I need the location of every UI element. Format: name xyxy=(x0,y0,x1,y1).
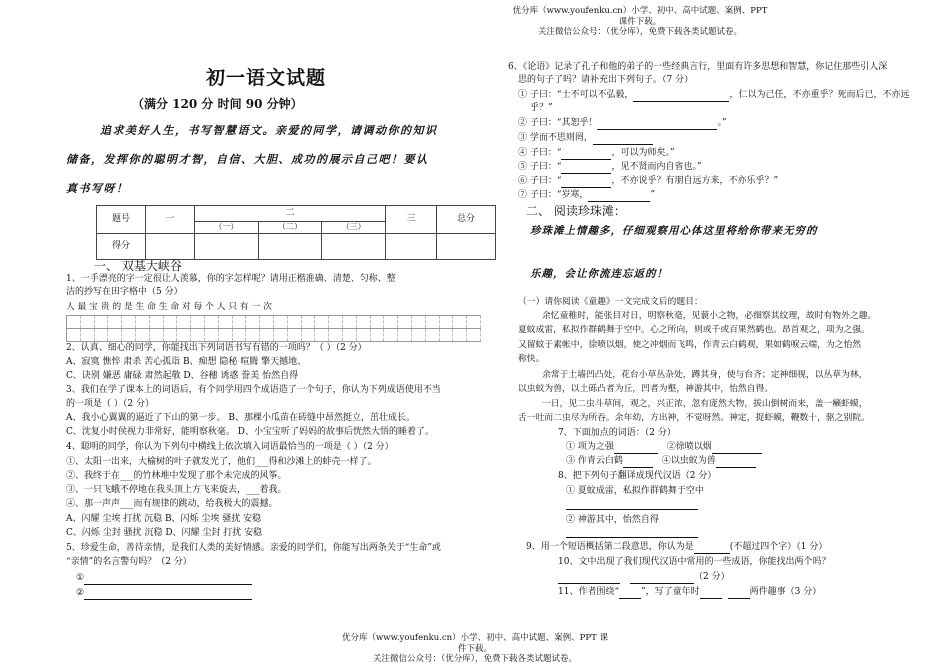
tianzige-cell[interactable] xyxy=(343,316,357,328)
tianzige-cell[interactable] xyxy=(177,329,191,341)
q6-item-5[interactable] xyxy=(518,162,702,174)
score-cell[interactable] xyxy=(322,234,386,260)
tianzige-cell[interactable] xyxy=(219,316,233,328)
tianzige-cell[interactable] xyxy=(95,329,109,341)
passage-p1-4: 称快。 xyxy=(518,354,545,364)
tianzige-cell[interactable] xyxy=(371,329,385,341)
q2-text: 2、认真、细心的同学，你能找出下列词语书写有错的一项吗？（ ）（2 分） xyxy=(66,343,367,353)
q8-answer-1-line[interactable] xyxy=(566,509,698,510)
q6-item-4[interactable] xyxy=(518,148,675,160)
page-title: 初一语文试题 xyxy=(206,67,327,89)
tianzige-cell[interactable] xyxy=(260,329,274,341)
tianzige-cell[interactable] xyxy=(440,329,454,341)
passage-p1-1: 余忆童稚时，能张目对日，明察秋毫，见藐小之物，必细察其纹理，故时有物外之趣。 xyxy=(542,311,877,321)
tianzige-cell[interactable] xyxy=(246,316,260,328)
tianzige-cell[interactable] xyxy=(384,329,398,341)
intro-line-3: 真书写呀！ xyxy=(66,182,129,195)
tianzige-cell[interactable] xyxy=(453,329,467,341)
tianzige-cell[interactable] xyxy=(343,329,357,341)
tianzige-cell[interactable] xyxy=(288,316,302,328)
header-line-1: 优分库（www.youfenku.cn）小学、初中、高中试题、案例、PPT 课件下载。 xyxy=(512,6,768,27)
q4-options-ab: A、闪耀 尘埃 打扰 沉稳 B、闪烁 尘埃 骚扰 安稳 xyxy=(66,514,262,524)
tianzige-cell[interactable] xyxy=(246,329,260,341)
q8-sentence-1: ① 夏蚊成雷，私拟作群鹤舞于空中 xyxy=(566,486,704,496)
q2-options-cd: C、诀别 嫌恶 庸碌 肃然起敬 D、谷穗 诱惑 誊美 怡然自得 xyxy=(66,371,299,381)
score-row-label: 得分 xyxy=(97,234,146,260)
tianzige-cell[interactable] xyxy=(274,329,288,341)
q6-item-7-b: ” xyxy=(650,190,656,200)
tianzige-cell[interactable] xyxy=(177,316,191,328)
q7-row-1[interactable] xyxy=(566,442,762,454)
tianzige-cell[interactable] xyxy=(233,329,247,341)
q3-text-2: 的一项是（ ）（2 分） xyxy=(66,399,154,409)
q6-item-4-a: ④ 子曰：“ xyxy=(518,148,562,158)
q7-row-2[interactable] xyxy=(566,456,756,468)
q4-sentence-4: ④、那一声声___而有规律的跳动，给我极大的震撼。 xyxy=(66,499,278,509)
passage-p3-2: 舌一吐而二虫尽为所吞。余年幼，方出神，不觉呀然。神定，捉虾蟆，鞭数十，驱之别院。 xyxy=(518,413,870,423)
tianzige-cell[interactable] xyxy=(329,316,343,328)
q4-sentence-1: ①、太阳一出来，大榆树的叶子就发光了，他们___得和沙滩上的蚌壳一样了。 xyxy=(66,457,377,467)
tianzige-cell[interactable] xyxy=(371,316,385,328)
q10-answers[interactable] xyxy=(558,572,730,584)
score-table xyxy=(96,205,496,260)
tianzige-cell[interactable] xyxy=(315,329,329,341)
q6-item-3-a: ③ 学而不思则罔， xyxy=(518,133,593,143)
page-header xyxy=(510,6,770,38)
tianzige-grid[interactable] xyxy=(66,315,481,342)
q8-answer-2-line[interactable] xyxy=(566,537,698,538)
q3-options-cd: C、沈复小时侯视力非常好，能明察秋毫。 D、小宝宝听了妈妈的故事后恍然大悟的睡着了。 xyxy=(66,427,434,437)
section-1-heading: 一、 双基大峡谷 xyxy=(94,259,182,273)
score-sub-2: （二） xyxy=(258,222,322,234)
q5-answer-2-label: ② xyxy=(76,588,85,598)
q7-item-2: ②徐喷以烟 xyxy=(666,442,712,452)
tianzige-cell[interactable] xyxy=(412,329,426,341)
section-2-intro-1: 珍珠滩上情趣多，仔细观察用心体这里将给你带来无穷的 xyxy=(530,225,818,237)
q6-item-2[interactable] xyxy=(518,118,727,130)
score-header-question: 题号 xyxy=(97,206,146,234)
q6-item-2-a: ② 子曰：“其恕乎！ xyxy=(518,118,598,128)
tianzige-cell[interactable] xyxy=(108,329,122,341)
passage-p3-1: 一日，见二虫斗草间，观之，兴正浓，忽有庞然大物，拔山倒树而来，盖一癞虾蟆， xyxy=(542,399,868,409)
score-header-total: 总分 xyxy=(437,206,496,234)
q6-item-5-b: ，见不贤而内自省也。” xyxy=(611,162,702,172)
q6-item-5-a: ⑤ 子曰：“ xyxy=(518,162,562,172)
tianzige-cell[interactable] xyxy=(150,316,164,328)
tianzige-cell[interactable] xyxy=(426,316,440,328)
tianzige-cell[interactable] xyxy=(398,316,412,328)
tianzige-cell[interactable] xyxy=(440,316,454,328)
score-cell[interactable] xyxy=(146,234,195,260)
tianzige-cell[interactable] xyxy=(122,316,136,328)
q6-item-7-a: ⑦ 子曰：“岁寒， xyxy=(518,190,589,200)
tianzige-cell[interactable] xyxy=(467,329,481,341)
section-2-heading: 二、 阅读珍珠滩： xyxy=(526,204,626,218)
q6-text: 6、《论语》记录了孔子和他的弟子的一些经典言行，里面有许多思想和智慧，你记住那些引人深 xyxy=(508,62,888,72)
score-sub-3: （三） xyxy=(322,222,386,234)
tianzige-cell[interactable] xyxy=(384,316,398,328)
q6-item-1[interactable] xyxy=(518,90,909,102)
tianzige-cell[interactable] xyxy=(67,329,81,341)
q6-item-6-b: ，不亦说乎？有朋自远方来，不亦乐乎？” xyxy=(611,176,779,186)
q8-sentence-2: ② 神游其中，怡然自得 xyxy=(566,515,659,525)
header-line-2: 关注微信公众号：（优分库），免费下载各类试题试卷。 xyxy=(537,27,742,38)
tianzige-cell[interactable] xyxy=(81,316,95,328)
q5-answer-1-label: ① xyxy=(76,573,85,583)
score-cell[interactable] xyxy=(195,234,259,260)
tianzige-cell[interactable] xyxy=(329,329,343,341)
tianzige-cell[interactable] xyxy=(136,316,150,328)
q1-text-2: 洁的抄写在田字格中（5 分） xyxy=(66,287,183,297)
tianzige-cell[interactable] xyxy=(81,329,95,341)
q9-text-a: 9、用一个短语概括第二段意思，你认为是 xyxy=(526,542,694,552)
q6-item-1-a: ① 子曰：“士不可以不弘毅， xyxy=(518,90,634,100)
q6-item-7[interactable] xyxy=(518,190,655,202)
score-header-part1: 一 xyxy=(146,206,195,234)
tianzige-cell[interactable] xyxy=(453,316,467,328)
q3-text: 3、我们在学了课本上的词语后，有个同学用四个成语造了一个句子，你认为下列成语使用不当 xyxy=(66,385,441,395)
score-header-part2: 二 xyxy=(195,206,386,222)
q6-item-6[interactable] xyxy=(518,176,778,188)
tianzige-cell[interactable] xyxy=(150,329,164,341)
q5-answer-2[interactable] xyxy=(76,588,252,600)
score-cell[interactable] xyxy=(437,234,496,260)
tianzige-cell[interactable] xyxy=(191,316,205,328)
tianzige-cell[interactable] xyxy=(108,316,122,328)
tianzige-cell[interactable] xyxy=(219,329,233,341)
q6-text-2: 思的句子了吗？请补充出下列句子。（7 分） xyxy=(518,75,694,85)
q6-item-1-c: 乎？” xyxy=(530,103,553,113)
tianzige-cell[interactable] xyxy=(122,329,136,341)
footer-line-1: 优分库（www.youfenku.cn）小学、初中、高中试题、案例、PPT 课件下载。 xyxy=(342,633,608,654)
q1-copy-text: 人 最 宝 贵 的 是 生 命 生 命 对 每 个 人 只 有 一 次 xyxy=(66,302,272,312)
score-sub-1: （一） xyxy=(195,222,259,234)
passage-p1-2: 夏蚊成雷，私拟作群鹤舞于空中。心之所向，则或千或百果然鹤也。昂首观之，项为之强。 xyxy=(518,325,870,335)
q11-text-c: 两件趣事（3 分） xyxy=(749,587,822,597)
intro-line-2: 储备，发挥你的聪明才智，自信、大胆、成功的展示自己吧！要认 xyxy=(66,153,429,166)
tianzige-cell[interactable] xyxy=(164,329,178,341)
tianzige-cell[interactable] xyxy=(315,316,329,328)
q6-item-3[interactable] xyxy=(518,133,653,145)
q7-item-1: ① 项为之强 xyxy=(566,442,614,452)
tianzige-cell[interactable] xyxy=(164,316,178,328)
tianzige-cell[interactable] xyxy=(426,329,440,341)
tianzige-cell[interactable] xyxy=(398,329,412,341)
q5-answer-1[interactable] xyxy=(76,573,252,585)
passage-p2-2: 以虫蚁为兽，以土砾凸者为丘，凹者为壑，神游其中，怡然自得。 xyxy=(518,384,774,394)
q7-item-4: ④以虫蚁为兽 xyxy=(661,456,716,466)
tianzige-cell[interactable] xyxy=(274,316,288,328)
q10-text: 10、文中出现了我们现代汉语中常用的一些成语，你能找出两个吗？ xyxy=(558,557,831,567)
tianzige-cell[interactable] xyxy=(412,316,426,328)
tianzige-cell[interactable] xyxy=(191,329,205,341)
q9-text-b: (不超过四个字）（1 分） xyxy=(729,542,828,552)
passage-p2-1: 余常于土墙凹凸处，花台小草丛杂处，蹲其身，使与台齐；定神细视，以丛草为林， xyxy=(542,370,868,380)
page-subtitle: （满分 120 分 时间 90 分钟） xyxy=(132,97,303,111)
intro-line-1: 追求美好人生，书写智慧语文。亲爱的同学，请调动你的知识 xyxy=(100,124,438,137)
tianzige-cell[interactable] xyxy=(233,316,247,328)
tianzige-cell[interactable] xyxy=(205,316,219,328)
tianzige-cell[interactable] xyxy=(95,316,109,328)
tianzige-cell[interactable] xyxy=(467,316,481,328)
q9[interactable] xyxy=(526,542,827,554)
tianzige-cell[interactable] xyxy=(260,316,274,328)
tianzige-cell[interactable] xyxy=(288,329,302,341)
footer-line-2: 关注微信公众号：（优分库），免费下载各类试题试卷。 xyxy=(372,654,577,665)
tianzige-cell[interactable] xyxy=(136,329,150,341)
q6-item-1-b: ，仁以为己任，不亦重乎？死而后已，不亦远 xyxy=(729,90,910,100)
q5-text: 5、珍爱生命，善待亲情，是我们人类的美好情感。亲爱的同学们，你能写出两条关于“生命”或 xyxy=(66,543,441,553)
q4-text: 4、聪明的同学，你认为下列句中横线上依次填入词语最恰当的一项是（ ）（2 分） xyxy=(66,442,394,452)
q4-sentence-2: ②、我终于在___的竹林堆中发现了那个未完成的风筝。 xyxy=(66,471,287,481)
q2-options-ab: A、寂寞 憔悴 肃杀 苦心孤诣 B、痴想 隐秘 喧腾 擎天撼地、 xyxy=(66,357,307,367)
q8-text: 8、把下列句子翻译成现代汉语（2 分） xyxy=(558,471,717,481)
tianzige-cell[interactable] xyxy=(205,329,219,341)
tianzige-cell[interactable] xyxy=(302,329,316,341)
score-header-part3: 三 xyxy=(386,206,437,234)
score-cell[interactable] xyxy=(386,234,437,260)
page-footer xyxy=(340,633,610,665)
q6-item-2-b: 。” xyxy=(717,118,727,128)
q1-text: 1、一手漂亮的字一定很让人羡慕，你的字怎样呢？请用正楷准确、清楚、匀称、整 xyxy=(66,274,396,284)
tianzige-cell[interactable] xyxy=(357,316,371,328)
tianzige-cell[interactable] xyxy=(67,316,81,328)
q7-item-3: ③ 作青云白鹤 xyxy=(566,456,623,466)
q10-points: （2 分） xyxy=(694,572,730,582)
q6-item-4-b: ，可以为师矣。” xyxy=(611,148,675,158)
q4-options-cd: C、闪烁 尘封 骚扰 沉稳 D、闪耀 尘封 打扰 安稳 xyxy=(66,528,263,538)
q11[interactable] xyxy=(558,587,821,599)
q5-text-2: “亲情”的名言警句吗？（2 分） xyxy=(66,557,192,567)
score-cell[interactable] xyxy=(258,234,322,260)
tianzige-cell[interactable] xyxy=(302,316,316,328)
q7-text: 7、下面加点的词语：（2 分） xyxy=(558,428,676,438)
q6-item-6-a: ⑥ 子曰：“ xyxy=(518,176,562,186)
section-2-intro-2: 乐趣，会让你流连忘返的！ xyxy=(530,268,668,280)
q3-options-ab: A、我小心翼翼的逼近了下山的第一步。 B、那棵小瓜苗在砖缝中昂然挺立，茁壮成长。 xyxy=(66,413,415,423)
reading-title: （一）请你阅读《童趣》一文完成文后的题目： xyxy=(518,297,703,307)
q11-text-b: ”，写了童年时 xyxy=(641,587,700,597)
q4-sentence-3: ③、一只飞蛾不停地在我头顶上方飞来旋去，___着我。 xyxy=(66,485,287,495)
passage-p1-3: 又留蚊于素帐中，徐喷以烟，使之冲烟而飞鸣，作青云白鹤观，果如鹤唳云端，为之怡然 xyxy=(518,340,862,350)
tianzige-cell[interactable] xyxy=(357,329,371,341)
q11-text-a: 11、作者围绕“ xyxy=(558,587,620,597)
